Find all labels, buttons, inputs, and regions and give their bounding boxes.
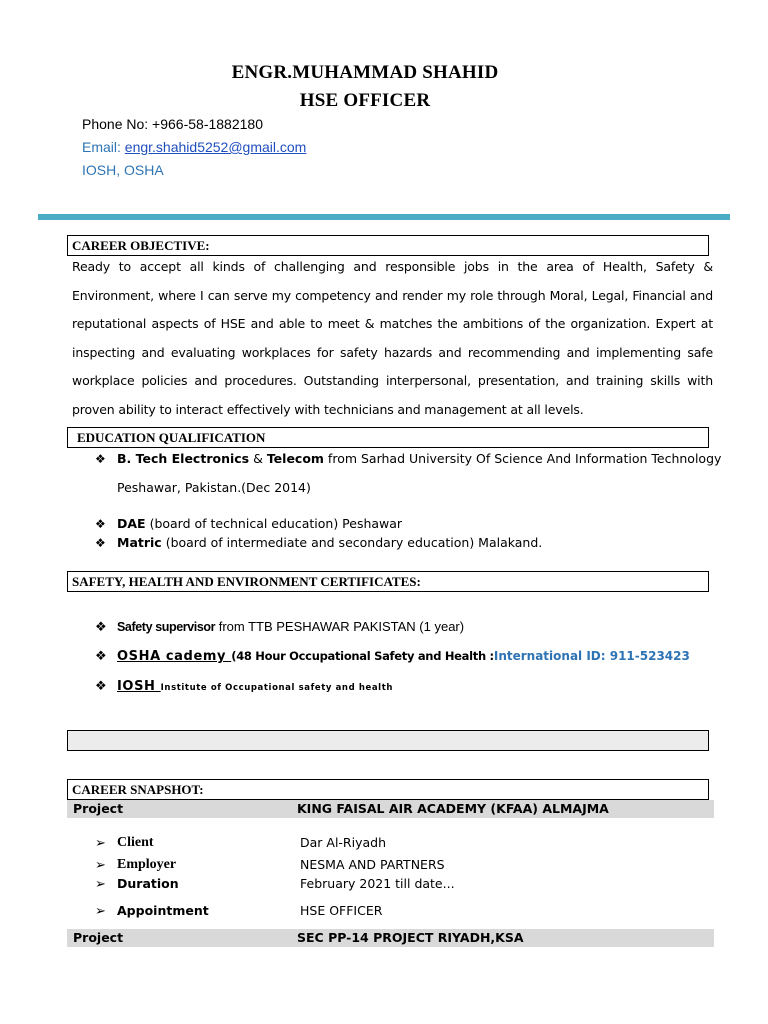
objective-line: inspecting and evaluating workplaces for safety hazards and recommending and implementing safe xyxy=(72,344,713,360)
diamond-bullet-icon: ❖ xyxy=(95,536,106,550)
diamond-bullet-icon: ❖ xyxy=(95,678,107,693)
certificate-item: ❖ OSHA cademy (48 Hour Occupational Safety and Health :International ID: 911-523423 xyxy=(95,648,690,664)
certificate-item: ❖ Safety supervisor from TTB PESHAWAR PAKISTAN (1 year) xyxy=(95,619,465,634)
snapshot-key: Appointment xyxy=(117,903,209,918)
objective-line: reputational aspects of HSE and able to meet & matches the ambitions of the organization. Expert at xyxy=(72,316,713,331)
resume-title: HSE OFFICER xyxy=(299,90,431,111)
education-item: ❖ DAE (board of technical education) Peshawar xyxy=(95,516,403,531)
snapshot-value: February 2021 till date... xyxy=(300,876,455,891)
snapshot-value: Dar Al-Riyadh xyxy=(300,835,387,850)
arrow-bullet-icon: ➢ xyxy=(95,857,106,872)
career-objective-heading: CAREER OBJECTIVE: xyxy=(67,235,709,256)
career-snapshot-heading: CAREER SNAPSHOT: xyxy=(67,779,709,800)
email-line xyxy=(82,139,306,155)
certificates-heading: SAFETY, HEALTH AND ENVIRONMENT CERTIFICATES: xyxy=(67,571,709,592)
project-label: Project xyxy=(73,801,124,816)
snapshot-value: NESMA AND PARTNERS xyxy=(300,857,445,872)
education-item: ❖ Matric (board of intermediate and secondary education) Malakand. xyxy=(95,535,543,550)
email-link[interactable]: engr.shahid5252@gmail.com xyxy=(124,139,307,155)
objective-line: proven ability to interact effectively with technicians and management at all levels. xyxy=(72,401,584,417)
project-row xyxy=(67,800,714,818)
project-value: KING FAISAL AIR ACADEMY (KFAA) ALMAJMA xyxy=(297,801,609,816)
arrow-bullet-icon: ➢ xyxy=(95,876,106,891)
arrow-bullet-icon: ➢ xyxy=(95,903,106,918)
phone-number: Phone No: +966-58-1882180 xyxy=(82,116,263,132)
snapshot-key: Employer xyxy=(117,857,177,872)
education-heading: EDUCATION QUALIFICATION xyxy=(67,427,709,448)
certificate-item: ❖ IOSH Institute of Occupational safety and health xyxy=(95,678,394,694)
project-value: SEC PP-14 PROJECT RIYADH,KSA xyxy=(297,930,524,945)
snapshot-value: HSE OFFICER xyxy=(300,903,383,918)
email-label: Email: xyxy=(82,139,125,155)
diamond-bullet-icon: ❖ xyxy=(95,452,106,466)
objective-line: Ready to accept all kinds of challenging and responsible jobs in the area of Health, Safety & xyxy=(72,259,713,274)
empty-section-box xyxy=(67,730,709,751)
career-objective-text xyxy=(72,253,713,424)
resume-name: ENGR.MUHAMMAD SHAHID xyxy=(231,62,499,83)
diamond-bullet-icon: ❖ xyxy=(95,619,107,634)
snapshot-key: Client xyxy=(117,835,154,850)
objective-line: Environment, where I can serve my competency and render my role through Moral, Legal, Financial and xyxy=(72,287,713,303)
diamond-bullet-icon: ❖ xyxy=(95,517,106,531)
header-divider xyxy=(38,214,730,220)
diamond-bullet-icon: ❖ xyxy=(95,648,107,663)
education-item-continuation: Peshawar, Pakistan.(Dec 2014) xyxy=(117,480,311,495)
project-label: Project xyxy=(73,930,124,945)
arrow-bullet-icon: ➢ xyxy=(95,835,106,850)
certifications-summary: IOSH, OSHA xyxy=(82,162,164,178)
education-item: ❖ B. Tech Electronics & Telecom from Sarhad University Of Science And Information Technology xyxy=(95,451,722,466)
snapshot-key: Duration xyxy=(117,876,179,891)
project-row xyxy=(67,929,714,947)
objective-line: workplace policies and procedures. Outstanding interpersonal, presentation, and training skills with xyxy=(72,373,713,388)
